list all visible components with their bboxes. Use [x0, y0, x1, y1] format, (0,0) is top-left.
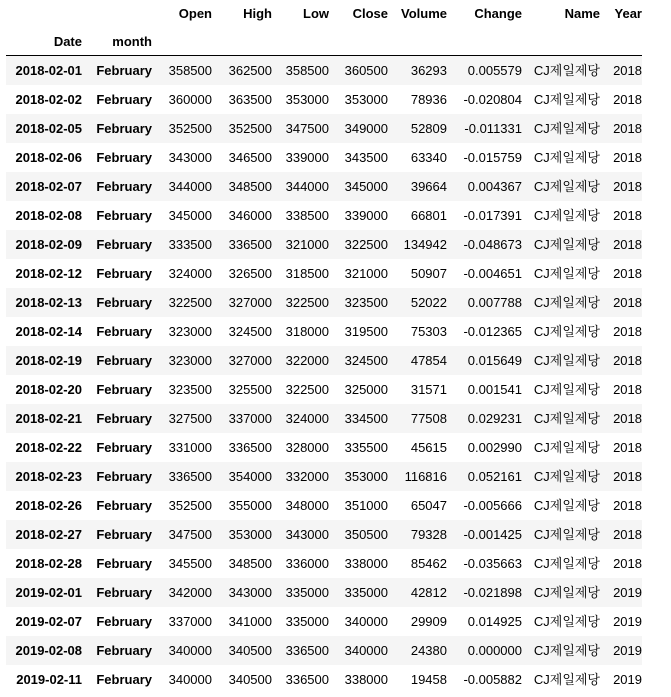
cell-name: CJ제일제당	[533, 63, 600, 78]
column-header-year: Year	[614, 6, 642, 21]
cell-date: 2018-02-13	[15, 295, 82, 310]
table-row	[6, 85, 642, 114]
cell-change: -0.035663	[463, 556, 522, 571]
cell-name: CJ제일제당	[533, 237, 600, 252]
cell-year: 2019	[613, 585, 642, 600]
cell-high: 354000	[228, 469, 272, 484]
cell-change: -0.005666	[463, 498, 522, 513]
cell-change: -0.021898	[463, 585, 522, 600]
table-row	[6, 259, 642, 288]
cell-name: CJ제일제당	[533, 498, 600, 513]
cell-volume: 134942	[403, 237, 447, 252]
cell-month: February	[96, 121, 152, 136]
cell-name: CJ제일제당	[533, 643, 600, 658]
cell-volume: 29909	[410, 614, 447, 629]
table-row	[6, 114, 642, 143]
cell-month: February	[96, 527, 152, 542]
cell-date: 2018-02-21	[15, 411, 82, 426]
cell-open: 342000	[168, 585, 212, 600]
cell-date: 2018-02-23	[15, 469, 82, 484]
blank-header-cell	[212, 28, 272, 56]
blank-header-cell	[82, 0, 152, 28]
cell-volume: 47854	[410, 353, 447, 368]
cell-close: 339000	[344, 208, 388, 223]
cell-name: CJ제일제당	[533, 266, 600, 281]
table-row	[6, 462, 642, 491]
cell-year: 2018	[613, 295, 642, 310]
column-header-high: High	[243, 6, 272, 21]
cell-volume: 31571	[410, 382, 447, 397]
cell-low: 347500	[285, 121, 329, 136]
cell-month: February	[96, 614, 152, 629]
cell-low: 332000	[285, 469, 329, 484]
cell-close: 360500	[344, 63, 388, 78]
cell-low: 353000	[285, 92, 329, 107]
cell-month: February	[96, 469, 152, 484]
cell-close: 353000	[344, 469, 388, 484]
cell-open: 343000	[168, 150, 212, 165]
blank-header-cell	[6, 0, 82, 28]
cell-name: CJ제일제당	[533, 324, 600, 339]
cell-year: 2018	[613, 63, 642, 78]
cell-low: 328000	[285, 440, 329, 455]
cell-volume: 63340	[410, 150, 447, 165]
table-row	[6, 288, 642, 317]
cell-month: February	[96, 498, 152, 513]
cell-name: CJ제일제당	[533, 411, 600, 426]
table-row	[6, 665, 642, 694]
cell-close: 349000	[344, 121, 388, 136]
cell-low: 318500	[285, 266, 329, 281]
cell-high: 363500	[228, 92, 272, 107]
cell-year: 2018	[613, 440, 642, 455]
cell-year: 2018	[613, 237, 642, 252]
cell-year: 2018	[613, 266, 642, 281]
cell-open: 323000	[168, 353, 212, 368]
cell-month: February	[96, 643, 152, 658]
cell-open: 327500	[168, 411, 212, 426]
cell-close: 343500	[344, 150, 388, 165]
table-row	[6, 346, 642, 375]
cell-open: 352500	[168, 498, 212, 513]
column-header-row	[6, 0, 642, 28]
cell-open: 344000	[168, 179, 212, 194]
cell-high: 341000	[228, 614, 272, 629]
cell-close: 338000	[344, 672, 388, 687]
table-row	[6, 433, 642, 462]
cell-low: 322500	[285, 382, 329, 397]
cell-date: 2018-02-28	[15, 556, 82, 571]
cell-volume: 66801	[410, 208, 447, 223]
cell-year: 2018	[613, 527, 642, 542]
cell-date: 2019-02-01	[15, 585, 82, 600]
cell-volume: 19458	[410, 672, 447, 687]
cell-open: 352500	[168, 121, 212, 136]
cell-open: 347500	[168, 527, 212, 542]
blank-header-cell	[522, 28, 600, 56]
cell-date: 2019-02-07	[15, 614, 82, 629]
cell-name: CJ제일제당	[533, 295, 600, 310]
cell-volume: 50907	[410, 266, 447, 281]
cell-date: 2018-02-22	[15, 440, 82, 455]
cell-change: -0.001425	[463, 527, 522, 542]
cell-date: 2019-02-08	[15, 643, 82, 658]
cell-date: 2018-02-09	[15, 237, 82, 252]
cell-month: February	[96, 208, 152, 223]
cell-month: February	[96, 585, 152, 600]
cell-year: 2018	[613, 324, 642, 339]
cell-volume: 78936	[410, 92, 447, 107]
cell-close: 322500	[344, 237, 388, 252]
cell-year: 2018	[613, 498, 642, 513]
cell-high: 348500	[228, 556, 272, 571]
cell-month: February	[96, 237, 152, 252]
cell-name: CJ제일제당	[533, 382, 600, 397]
cell-high: 340500	[228, 643, 272, 658]
cell-change: 0.000000	[467, 643, 522, 658]
cell-low: 339000	[285, 150, 329, 165]
cell-low: 322500	[285, 295, 329, 310]
cell-high: 325500	[228, 382, 272, 397]
cell-name: CJ제일제당	[533, 92, 600, 107]
cell-low: 324000	[285, 411, 329, 426]
cell-month: February	[96, 324, 152, 339]
table-row	[6, 230, 642, 259]
cell-month: February	[96, 150, 152, 165]
blank-header-cell	[272, 28, 329, 56]
cell-low: 358500	[285, 63, 329, 78]
blank-header-cell	[447, 28, 522, 56]
cell-volume: 52809	[410, 121, 447, 136]
cell-open: 322500	[168, 295, 212, 310]
cell-high: 346000	[228, 208, 272, 223]
cell-year: 2018	[613, 556, 642, 571]
cell-change: 0.014925	[467, 614, 522, 629]
cell-month: February	[96, 411, 152, 426]
cell-volume: 116816	[404, 469, 447, 484]
cell-change: 0.015649	[467, 353, 522, 368]
cell-volume: 45615	[410, 440, 447, 455]
cell-change: -0.020804	[463, 92, 522, 107]
cell-name: CJ제일제당	[533, 556, 600, 571]
cell-month: February	[96, 382, 152, 397]
cell-date: 2018-02-27	[15, 527, 82, 542]
cell-date: 2018-02-06	[15, 150, 82, 165]
cell-name: CJ제일제당	[533, 208, 600, 223]
cell-name: CJ제일제당	[533, 585, 600, 600]
cell-month: February	[96, 672, 152, 687]
cell-change: -0.011331	[464, 121, 522, 136]
cell-volume: 42812	[410, 585, 447, 600]
cell-year: 2018	[613, 411, 642, 426]
table-row	[6, 404, 642, 433]
cell-open: 340000	[168, 643, 212, 658]
cell-close: 338000	[344, 556, 388, 571]
cell-low: 335000	[285, 585, 329, 600]
cell-volume: 75303	[410, 324, 447, 339]
cell-open: 323000	[168, 324, 212, 339]
cell-low: 336500	[285, 643, 329, 658]
column-header-change: Change	[474, 6, 522, 21]
cell-open: 340000	[168, 672, 212, 687]
cell-close: 340000	[344, 614, 388, 629]
cell-open: 336500	[168, 469, 212, 484]
cell-month: February	[96, 266, 152, 281]
cell-date: 2018-02-19	[15, 353, 82, 368]
index-header-row	[6, 28, 642, 56]
cell-date: 2019-02-11	[16, 672, 82, 687]
cell-name: CJ제일제당	[533, 150, 600, 165]
cell-change: -0.012365	[463, 324, 522, 339]
table-row	[6, 520, 642, 549]
cell-year: 2018	[613, 179, 642, 194]
table-row	[6, 375, 642, 404]
column-header-low: Low	[303, 6, 329, 21]
cell-year: 2019	[613, 672, 642, 687]
cell-open: 333500	[168, 237, 212, 252]
table-row	[6, 578, 642, 607]
cell-volume: 85462	[410, 556, 447, 571]
cell-date: 2018-02-12	[15, 266, 82, 281]
cell-low: 348000	[285, 498, 329, 513]
cell-change: -0.017391	[463, 208, 522, 223]
cell-high: 355000	[228, 498, 272, 513]
blank-header-cell	[600, 28, 642, 56]
cell-month: February	[96, 179, 152, 194]
cell-volume: 36293	[410, 63, 447, 78]
cell-year: 2018	[613, 92, 642, 107]
cell-year: 2018	[613, 208, 642, 223]
cell-close: 351000	[344, 498, 388, 513]
cell-high: 336500	[228, 440, 272, 455]
cell-high: 352500	[228, 121, 272, 136]
cell-change: 0.005579	[467, 63, 522, 78]
cell-close: 353000	[344, 92, 388, 107]
cell-year: 2019	[613, 643, 642, 658]
cell-name: CJ제일제당	[533, 672, 600, 687]
cell-high: 326500	[228, 266, 272, 281]
cell-low: 338500	[285, 208, 329, 223]
cell-year: 2018	[613, 469, 642, 484]
cell-change: -0.048673	[463, 237, 522, 252]
table-row	[6, 491, 642, 520]
cell-change: 0.001541	[467, 382, 522, 397]
cell-month: February	[96, 556, 152, 571]
cell-close: 334500	[344, 411, 388, 426]
cell-low: 335000	[285, 614, 329, 629]
cell-name: CJ제일제당	[533, 614, 600, 629]
table-row	[6, 317, 642, 346]
cell-open: 345500	[168, 556, 212, 571]
cell-open: 323500	[168, 382, 212, 397]
cell-high: 346500	[228, 150, 272, 165]
cell-date: 2018-02-08	[15, 208, 82, 223]
table-row	[6, 607, 642, 636]
cell-high: 353000	[228, 527, 272, 542]
index-header-month: month	[112, 34, 152, 49]
cell-month: February	[96, 92, 152, 107]
cell-high: 337000	[228, 411, 272, 426]
cell-month: February	[96, 440, 152, 455]
cell-close: 340000	[344, 643, 388, 658]
cell-low: 336500	[285, 672, 329, 687]
cell-open: 345000	[168, 208, 212, 223]
cell-close: 350500	[344, 527, 388, 542]
cell-high: 336500	[228, 237, 272, 252]
cell-month: February	[96, 63, 152, 78]
cell-low: 336000	[285, 556, 329, 571]
table-body	[6, 56, 642, 695]
cell-high: 343000	[228, 585, 272, 600]
cell-name: CJ제일제당	[533, 440, 600, 455]
column-header-name: Name	[564, 6, 600, 21]
table-header	[6, 0, 642, 56]
cell-change: -0.004651	[463, 266, 522, 281]
cell-open: 331000	[168, 440, 212, 455]
cell-year: 2018	[613, 353, 642, 368]
cell-name: CJ제일제당	[533, 121, 600, 136]
cell-high: 327000	[228, 353, 272, 368]
cell-year: 2018	[613, 150, 642, 165]
cell-date: 2018-02-02	[15, 92, 82, 107]
cell-name: CJ제일제당	[533, 469, 600, 484]
cell-name: CJ제일제당	[533, 179, 600, 194]
table-row	[6, 56, 642, 86]
cell-close: 319500	[344, 324, 388, 339]
cell-close: 335000	[344, 585, 388, 600]
cell-change: -0.015759	[463, 150, 522, 165]
cell-change: -0.005882	[463, 672, 522, 687]
cell-date: 2018-02-05	[15, 121, 82, 136]
cell-name: CJ제일제당	[533, 353, 600, 368]
cell-year: 2019	[613, 614, 642, 629]
cell-close: 321000	[344, 266, 388, 281]
cell-date: 2018-02-26	[15, 498, 82, 513]
cell-low: 321000	[285, 237, 329, 252]
cell-low: 344000	[285, 179, 329, 194]
table-row	[6, 636, 642, 665]
table-row	[6, 172, 642, 201]
cell-close: 323500	[344, 295, 388, 310]
cell-change: 0.002990	[467, 440, 522, 455]
cell-low: 322000	[285, 353, 329, 368]
cell-volume: 52022	[410, 295, 447, 310]
cell-date: 2018-02-20	[15, 382, 82, 397]
cell-volume: 79328	[410, 527, 447, 542]
blank-header-cell	[329, 28, 388, 56]
blank-header-cell	[152, 28, 212, 56]
cell-high: 324500	[228, 324, 272, 339]
cell-high: 340500	[228, 672, 272, 687]
column-header-open: Open	[178, 6, 212, 21]
table-row	[6, 201, 642, 230]
cell-month: February	[96, 353, 152, 368]
cell-high: 327000	[228, 295, 272, 310]
cell-close: 345000	[344, 179, 388, 194]
cell-low: 343000	[285, 527, 329, 542]
blank-header-cell	[388, 28, 447, 56]
cell-date: 2018-02-14	[15, 324, 82, 339]
table-row	[6, 549, 642, 578]
cell-volume: 65047	[410, 498, 447, 513]
cell-close: 335500	[344, 440, 388, 455]
cell-date: 2018-02-07	[15, 179, 82, 194]
cell-change: 0.029231	[467, 411, 522, 426]
cell-date: 2018-02-01	[15, 63, 82, 78]
cell-low: 318000	[285, 324, 329, 339]
table-row	[6, 143, 642, 172]
cell-open: 337000	[168, 614, 212, 629]
cell-change: 0.052161	[467, 469, 522, 484]
cell-year: 2018	[613, 121, 642, 136]
cell-change: 0.007788	[467, 295, 522, 310]
cell-year: 2018	[613, 382, 642, 397]
cell-open: 358500	[168, 63, 212, 78]
cell-open: 324000	[168, 266, 212, 281]
cell-close: 325000	[344, 382, 388, 397]
cell-change: 0.004367	[467, 179, 522, 194]
cell-open: 360000	[168, 92, 212, 107]
cell-close: 324500	[344, 353, 388, 368]
cell-volume: 39664	[410, 179, 447, 194]
dataframe-table	[6, 0, 642, 694]
index-header-date: Date	[53, 34, 82, 49]
cell-high: 362500	[228, 63, 272, 78]
cell-volume: 77508	[410, 411, 447, 426]
cell-high: 348500	[228, 179, 272, 194]
cell-volume: 24380	[410, 643, 447, 658]
cell-month: February	[96, 295, 152, 310]
cell-name: CJ제일제당	[533, 527, 600, 542]
column-header-close: Close	[352, 6, 388, 21]
column-header-volume: Volume	[401, 6, 447, 21]
